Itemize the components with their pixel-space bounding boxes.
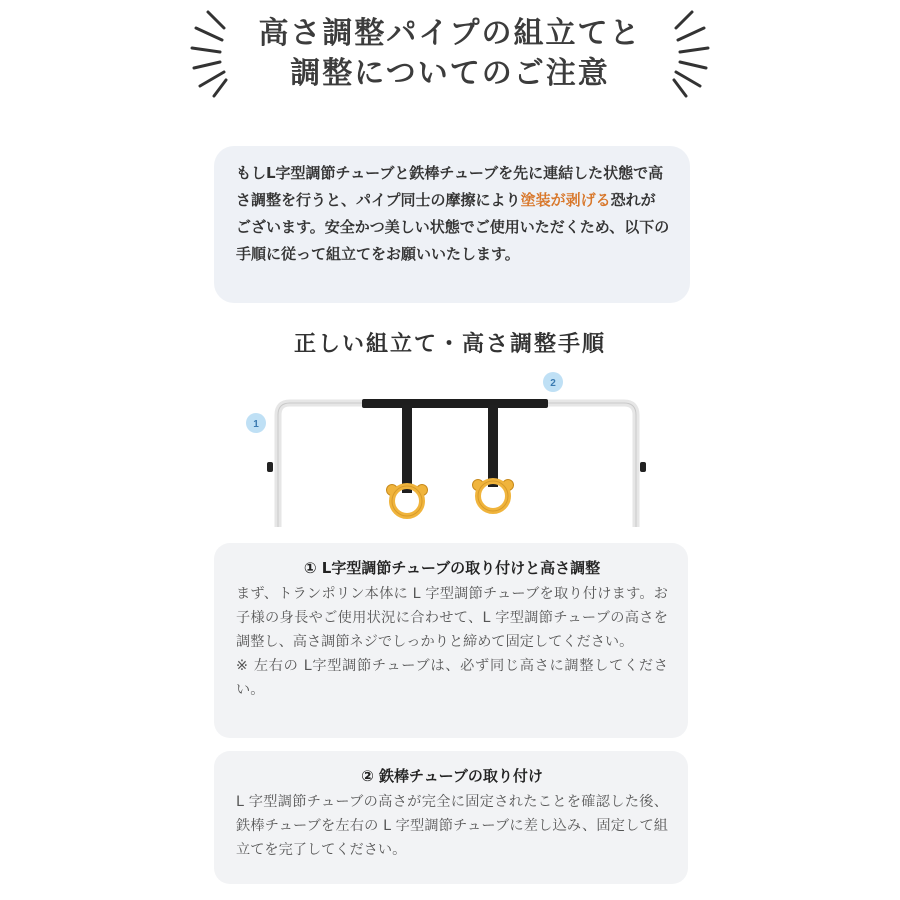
l-tube-left	[278, 403, 370, 527]
notice-highlight: 塗装が剥げる	[520, 191, 611, 209]
step-2-card	[214, 751, 688, 884]
marker-1-label: 1	[253, 419, 259, 430]
notice-text-start: もしL字型調節チューブと鉄棒チューブを先に連結した状態で高さ調整を行うと、パイプ同士の摩擦により	[236, 164, 664, 209]
page-title	[0, 14, 900, 94]
step-1-card	[214, 543, 688, 738]
strap-left	[402, 405, 412, 493]
notice-text-end: 恐れがございます。安全かつ美しい状態でご使用いただくため、以下の手順に従って組立てをお願いいたします。	[236, 191, 670, 263]
assembly-diagram	[230, 365, 670, 530]
marker-2	[543, 372, 563, 392]
step-1-note: ※ 左右の L字型調節チューブは、必ず同じ高さに調整してください。	[236, 658, 668, 698]
marker-1	[246, 413, 266, 433]
step-2-title: ② 鉄棒チューブの取り付け	[361, 767, 543, 785]
l-tube-right	[540, 403, 636, 527]
knob-right	[640, 462, 646, 472]
step-1-body: まず、トランポリン本体に L 字型調節チューブを取り付けます。お子様の身長やご使用状況に合わせて、L 字型調節チューブの高さを調整し、高さ調節ネジでしっかりと締めて固定してください。	[236, 586, 668, 650]
marker-2-label: 2	[550, 378, 556, 389]
spark-lines-right-icon	[662, 8, 714, 100]
step-1-title: ① L字型調節チューブの取り付けと高さ調整	[303, 559, 601, 577]
strap-right	[488, 405, 498, 487]
l-tube-right-edge	[540, 403, 636, 527]
title-line-2: 調整についてのご注意	[290, 56, 610, 91]
procedure-heading: 正しい組立て・高さ調整手順	[293, 332, 606, 357]
knob-left	[267, 462, 273, 472]
l-tube-left-edge	[278, 403, 370, 527]
iron-bar	[362, 399, 548, 408]
caution-notice	[214, 146, 690, 303]
step-2-body: L 字型調節チューブの高さが完全に固定されたことを確認した後、鉄棒チューブを左右の L 字型調節チューブに差し込み、固定して組立てを完了してください。	[236, 794, 668, 858]
title-line-1: 高さ調整パイプの組立てと	[258, 16, 642, 51]
